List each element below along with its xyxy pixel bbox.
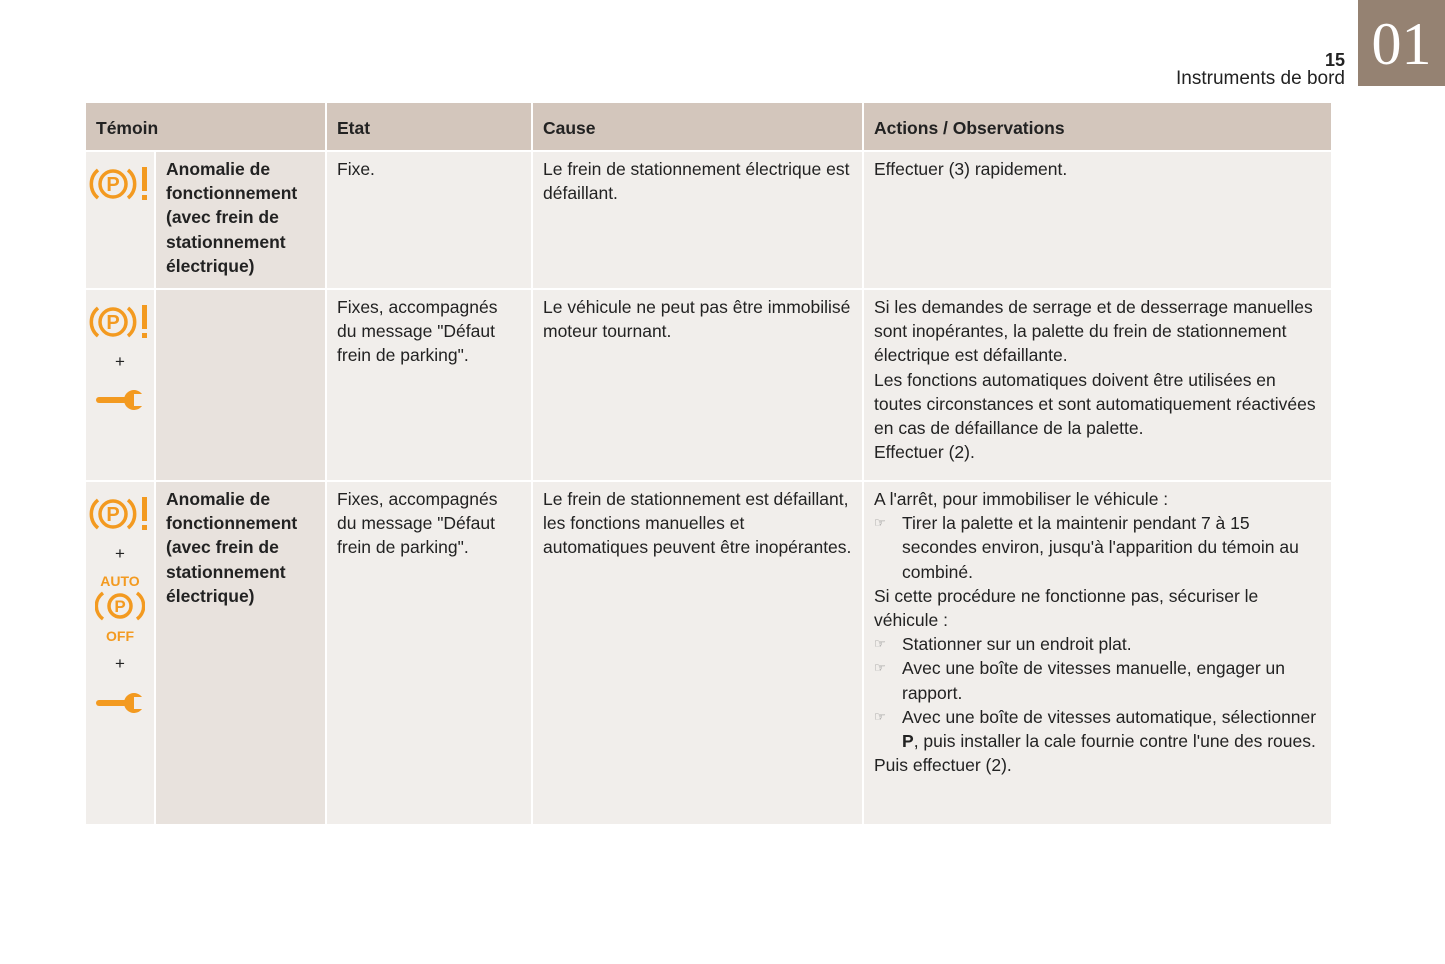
header-cause: Cause [533, 103, 862, 150]
row-label: Anomalie de fonctionnement (avec frein de stationnement électrique) [156, 152, 325, 288]
header-etat: Etat [327, 103, 531, 150]
action-text: Si cette procédure ne fonctionne pas, sécuriser le véhicule : [874, 585, 1259, 631]
bullet-text: Avec une boîte de vitesses automatique, sélectionner [902, 706, 1317, 727]
row-cause: Le frein de stationnement est défaillant, les fonctions manuelles et automatiques peuvent être inopérantes. [533, 482, 862, 824]
auto-label: AUTO [100, 573, 140, 590]
row-etat: Fixe. [327, 152, 531, 288]
action-text: Effectuer (2). [874, 442, 975, 463]
row-label [156, 290, 325, 480]
svg-text:P: P [114, 597, 126, 617]
warning-icons [86, 290, 154, 480]
chapter-tab: 01 [1358, 0, 1445, 86]
action-bullet: ☞ Stationner sur un endroit plat. [874, 632, 1321, 656]
warning-icons [86, 152, 154, 288]
bullet-bold: P [902, 731, 914, 752]
row-cause: Le frein de stationnement électrique est défaillant. [533, 152, 862, 288]
row-actions [864, 482, 1331, 824]
row-etat: Fixes, accompagnés du message "Défaut frein de parking". [327, 290, 531, 480]
row-cause: Le véhicule ne peut pas être immobilisé moteur tournant. [533, 290, 862, 480]
svg-text:P: P [106, 312, 120, 334]
parking-brake-warning-icon [89, 494, 151, 534]
action-text: Puis effectuer (2). [874, 755, 1012, 776]
svg-text:P: P [106, 174, 120, 196]
parking-circle-icon [95, 589, 145, 623]
header-temoin: Témoin [86, 103, 325, 150]
action-bullet [874, 705, 1321, 753]
warning-icons [86, 482, 154, 824]
wrench-icon [96, 693, 144, 713]
action-text: A l'arrêt, pour immobiliser le véhicule : [874, 489, 1169, 509]
off-label: OFF [106, 628, 134, 645]
row-actions [864, 152, 1331, 288]
wrench-icon [96, 390, 144, 410]
header-actions: Actions / Observations [864, 103, 1331, 150]
action-bullet: ☞ Avec une boîte de vitesses manuelle, engager un rapport. [874, 656, 1321, 704]
action-text: Les fonctions automatiques doivent être utilisées en toutes circonstances et sont automatiquement réactivées en cas de défaillance de la palette. [874, 369, 1316, 439]
action-text: Effectuer (3) rapidement. [874, 159, 1068, 179]
page-title: Instruments de bord [1176, 68, 1345, 89]
auto-off-parking-icon [95, 574, 145, 644]
parking-brake-warning-icon [89, 164, 151, 204]
plus-sign: + [115, 544, 125, 563]
row-label: Anomalie de fonctionnement (avec frein de stationnement électrique) [156, 482, 325, 824]
bullet-text: , puis installer la cale fournie contre l'une des roues. [913, 731, 1316, 752]
action-text: Si les demandes de serrage et de desserrage manuelles sont inopérantes, la palette du frein de stationnement électrique est défaillante. [874, 297, 1313, 366]
svg-text:P: P [106, 504, 120, 526]
row-etat: Fixes, accompagnés du message "Défaut frein de parking". [327, 482, 531, 824]
page-number: 15 [1324, 50, 1345, 70]
plus-sign: + [115, 352, 125, 371]
parking-brake-warning-icon [89, 302, 151, 342]
row-actions [864, 290, 1331, 480]
plus-sign: + [115, 654, 125, 674]
action-bullet: ☞ Tirer la palette et la maintenir pendant 7 à 15 secondes environ, jusqu'à l'apparition du témoin au combiné. [874, 511, 1321, 584]
